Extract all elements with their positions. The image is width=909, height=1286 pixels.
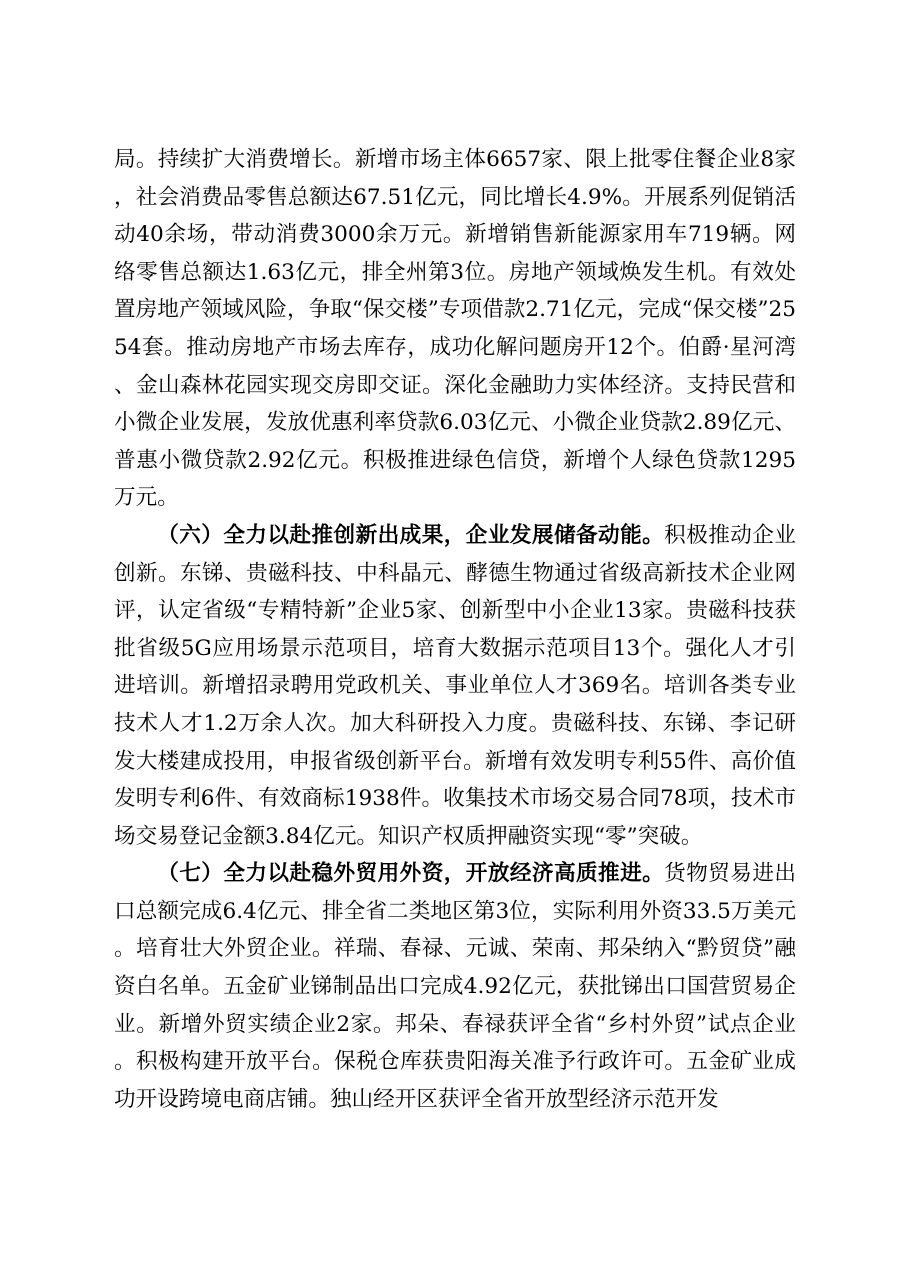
paragraph-innovation xyxy=(114,517,796,855)
section-heading-six: （六）全力以赴推创新出成果，企业发展储备动能。 xyxy=(157,522,665,548)
paragraph-consumption-finance xyxy=(114,141,796,517)
paragraph-text: 局。持续扩大消费增长。新增市场主体6657家、限上批零住餐企业8家，社会消费品零售总额达67.51亿元，同比增长4.9%。开展系列促销活动40余场，带动消费3000余万元。新增销售新能源家用车719辆。网络零售总额达1.63亿元，排全州第3位。房地产领域焕发生机。有效处置房地产领域风险，争取“保交楼”专项借款2.71亿元，完成“保交楼”2554套。推动房地产市场去库存，成功化解问题房开12个。伯爵·星河湾、金山森林花园实现交房即交证。深化金融助力实体经济。支持民营和小微企业发展，发放优惠利率贷款6.03亿元、小微企业贷款2.89亿元、普惠小微贷款2.92亿元。积极推进绿色信贷，新增个人绿色贷款1295万元。 xyxy=(114,147,796,511)
document-body xyxy=(114,141,796,1118)
section-heading-seven: （七）全力以赴稳外贸用外资，开放经济高质推进。 xyxy=(157,861,665,887)
paragraph-text: 货物贸易进出口总额完成6.4亿元、排全省二类地区第3位，实际利用外资33.5万美元。培育壮大外贸企业。祥瑞、春禄、元诚、荣南、邦朵纳入“黔贸贷”融资白名单。五金矿业锑制品出口完成4.92亿元，获批锑出口国营贸易企业。新增外贸实绩企业2家。邦朵、春禄获评全省“乡村外贸”试点企业。积极构建开放平台。保税仓库获贵阳海关准予行政许可。五金矿业成功开设跨境电商店铺。独山经开区获评全省开放型经济示范开发 xyxy=(114,861,796,1112)
paragraph-text: 积极推动企业创新。东锑、贵磁科技、中科晶元、酵德生物通过省级高新技术企业网评，认定省级“专精特新”企业5家、创新型中小企业13家。贵磁科技获批省级5G应用场景示范项目，培育大数据示范项目13个。强化人才引进培训。新增招录聘用党政机关、事业单位人才369名。培训各类专业技术人才1.2万余人次。加大科研投入力度。贵磁科技、东锑、李记研发大楼建成投用，申报省级创新平台。新增有效发明专利55件、高价值发明专利6件、有效商标1938件。收集技术市场交易合同78项，技术市场交易登记金额3.84亿元。知识产权质押融资实现“零”突破。 xyxy=(114,522,796,849)
paragraph-foreign-trade xyxy=(114,855,796,1118)
